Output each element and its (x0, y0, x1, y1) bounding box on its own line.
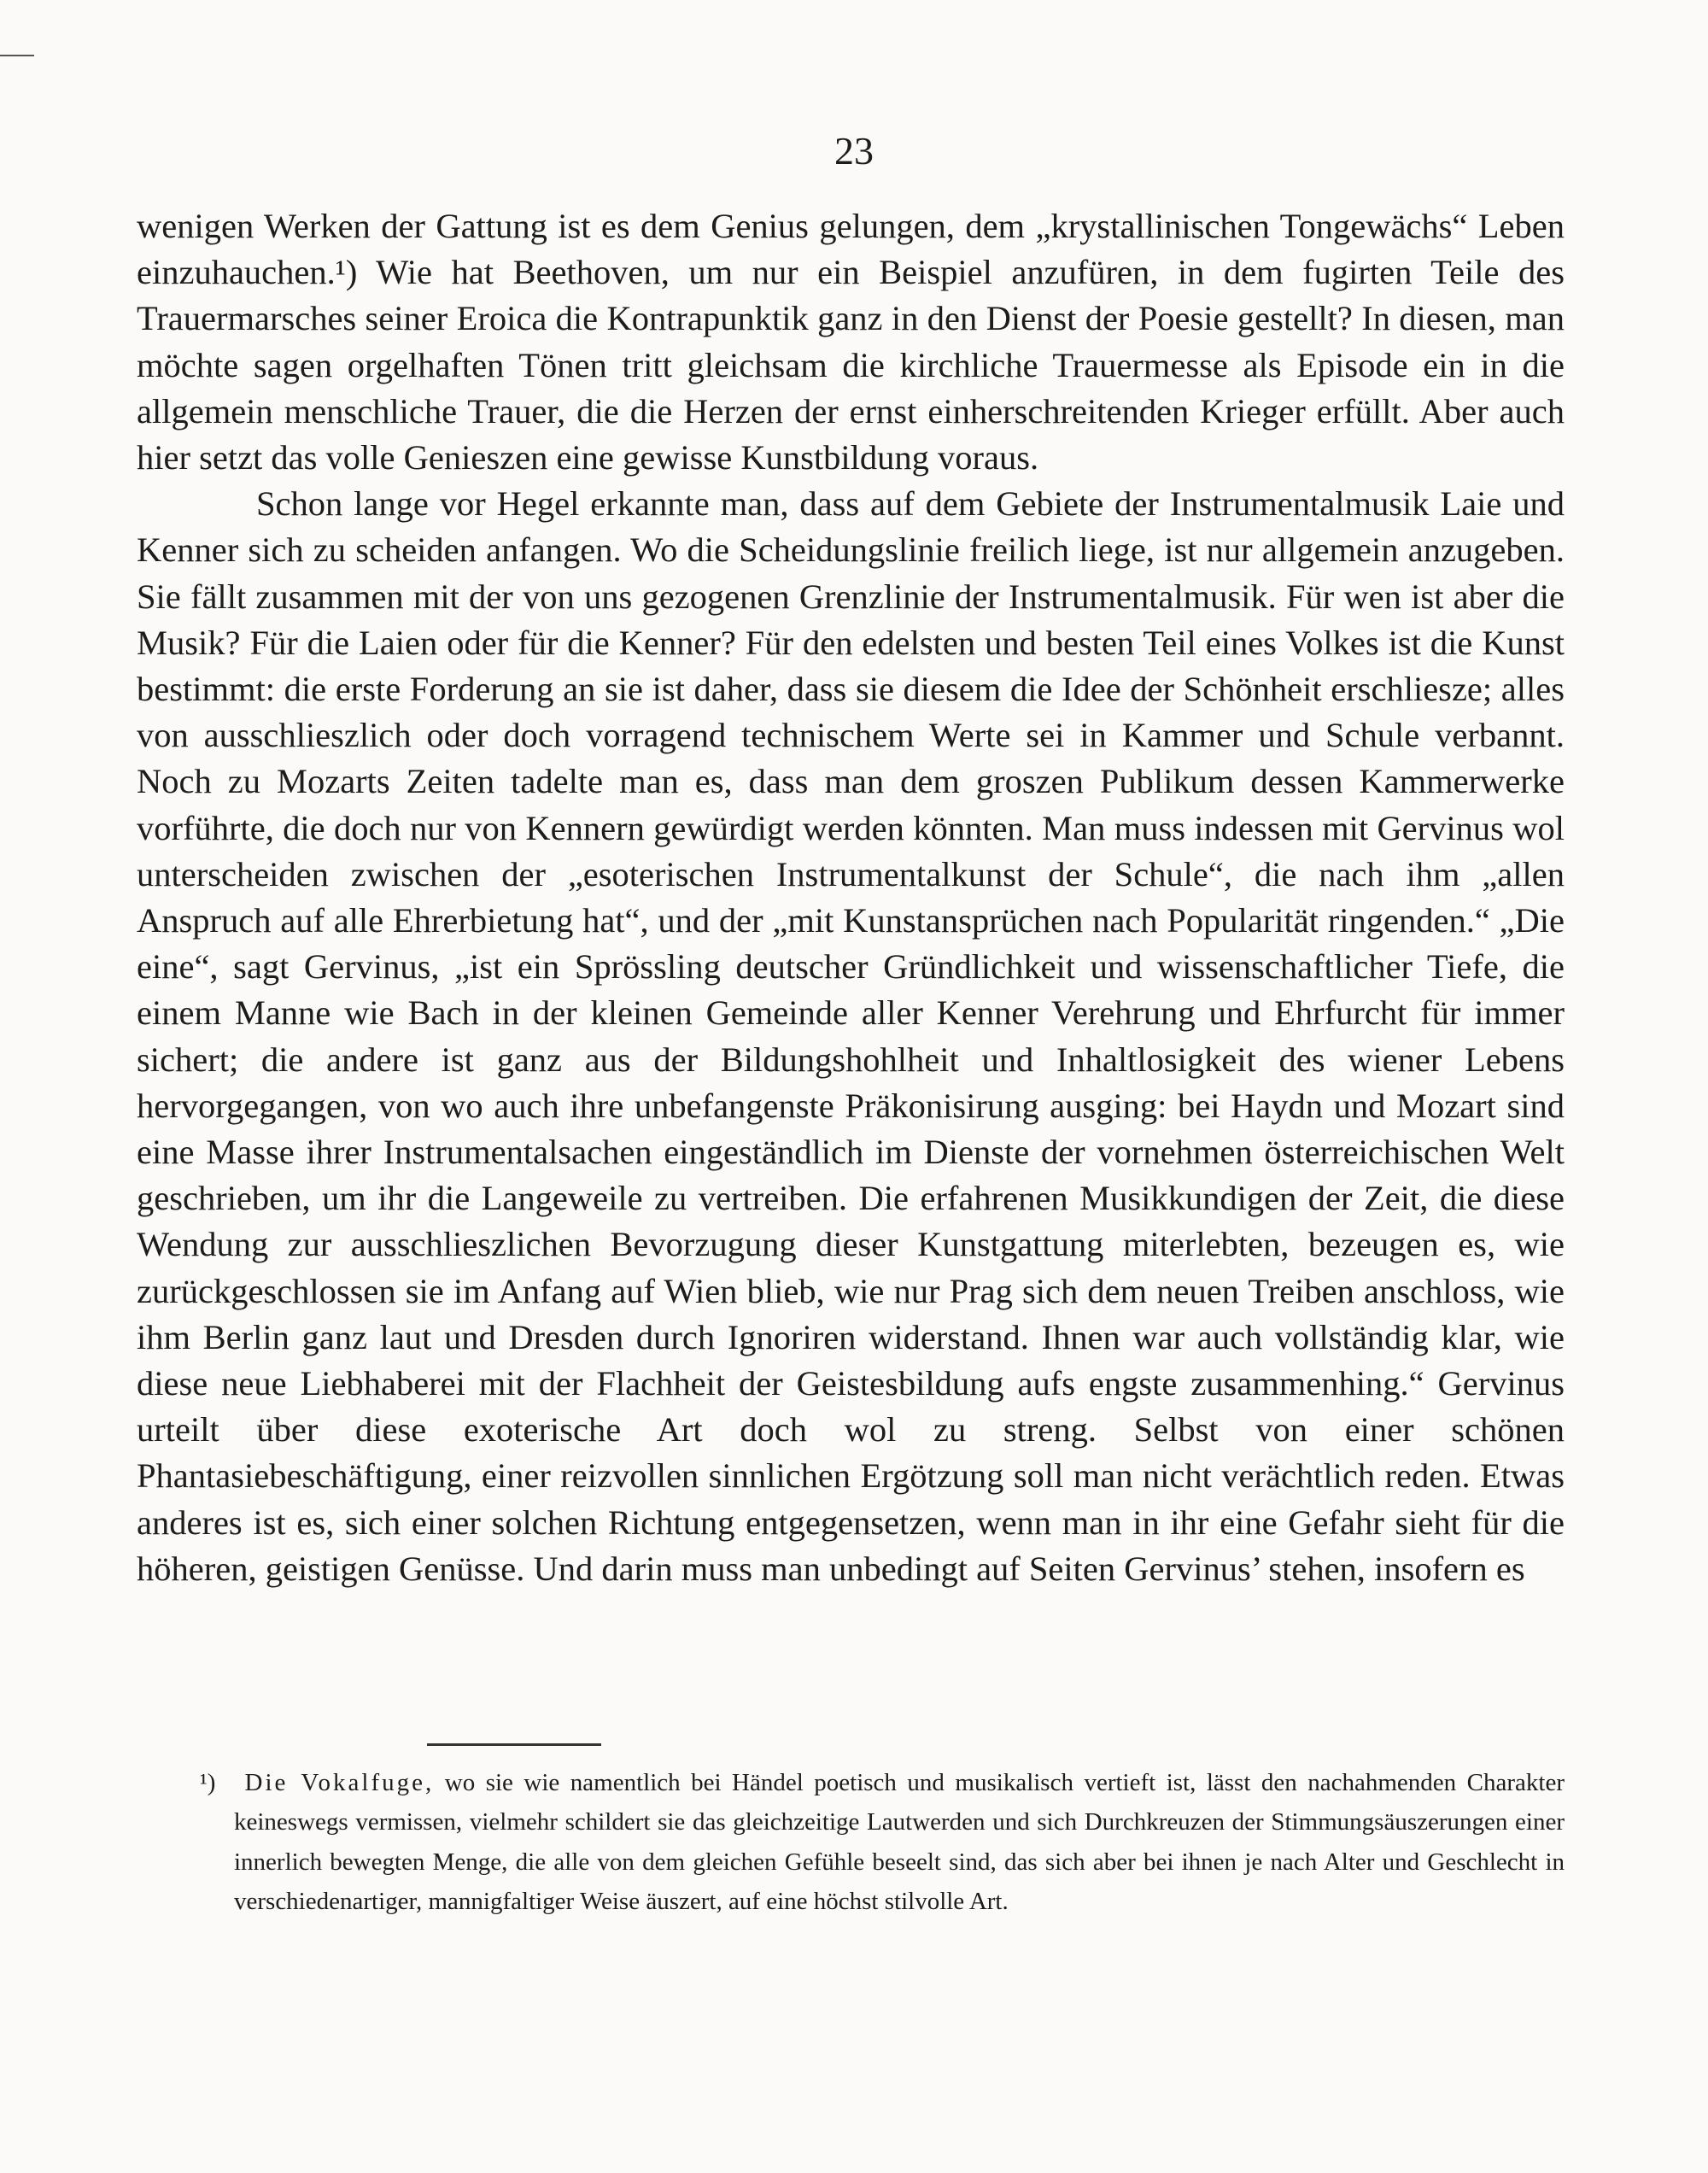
footnote-marker: ¹) (200, 1769, 216, 1796)
page-number: 23 (834, 129, 874, 173)
paragraph-1: wenigen Werken der Gattung ist es dem Genius gelungen, dem „krystallinischen Tongewächs“ Leben einzuhauchen.¹) Wie hat Beethoven, um nur ein Beispiel anzufüren, in dem fugirten Teile des Trauermarsches seiner Eroica die Kontrapunktik ganz in den Dienst der Poesie gestellt? In diesen, man möchte sagen orgelhaften Tönen tritt gleichsam die kirchliche Trauermesse als Episode ein in die allgemein menschliche Trauer, die die Herzen der ernst einherschreitenden Krieger erfüllt. Aber auch hier setzt das volle Genieszen eine gewisse Kunstbildung voraus. (137, 207, 1565, 477)
footnote-text: wo sie wie namentlich bei Händel poetisch und musikalisch vertieft ist, lässt den nachahmenden Charakter keineswegs vermissen, vielmehr schildert sie das gleichzeitige Lautwerden und sich Durchkreuzen der Stimmungsäuszerungen einer innerlich bewegten Menge, die alle von dem gleichen Gefühle beseelt sind, das sich aber bei ihnen je nach Alter und Geschlecht in verschiedenartiger, mannigfaltiger Weise äuszert, auf eine höchst stilvolle Art. (234, 1769, 1565, 1915)
footnote-keyword: Die Vokalfuge, (244, 1769, 435, 1796)
main-text (137, 203, 1565, 1592)
paragraph-2: Schon lange vor Hegel erkannte man, dass auf dem Gebiete der Instrumentalmusik Laie und Kenner sich zu scheiden anfangen. Wo die Scheidungslinie freilich liege, ist nur allgemein anzugeben. Sie fällt zusammen mit der von uns gezogenen Grenzlinie der Instrumentalmusik. Für wen ist aber die Musik? Für die Laien oder für die Kenner? Für den edelsten und besten Teil eines Volkes ist die Kunst bestimmt: die erste Forderung an sie ist daher, dass sie diesem die Idee der Schönheit erschliesze; alles von ausschlieszlich oder doch vorragend technischem Werte sei in Kammer und Schule verbannt. Noch zu Mozarts Zeiten tadelte man es, dass man dem groszen Publikum dessen Kammerwerke vorführte, die doch nur von Kennern gewürdigt werden könnten. Man muss indessen mit Gervinus wol unterscheiden zwischen der „esoterischen Instrumentalkunst der Schule“, die nach ihm „allen Anspruch auf alle Ehrerbietung hat“, und der „mit Kunstansprüchen nach Popularität ringenden.“ „Die eine“, sagt Gervinus, „ist ein Sprössling deutscher Gründlichkeit und wissenschaftlicher Tiefe, die einem Manne wie Bach in der kleinen Gemeinde aller Kenner Verehrung und Ehrfurcht für immer sichert; die andere ist ganz aus der Bildungshohlheit und Inhaltlosigkeit des wiener Lebens hervorgegangen, von wo auch ihre unbefangenste Präkonisirung ausging: bei Haydn und Mozart sind eine Masse ihrer Instrumentalsachen eingeständlich im Dienste der vornehmen österreichischen Welt geschrieben, um ihr die Langeweile zu vertreiben. Die erfahrenen Musikkundigen der Zeit, die diese Wendung zur ausschlieszlichen Bevorzugung dieser Kunstgattung miterlebten, bezeugen es, wie zurückgeschlossen sie im Anfang auf Wien blieb, wie nur Prag sich dem neuen Treiben anschloss, wie ihm Berlin ganz laut und Dresden durch Ignoriren widerstand. Ihnen war auch vollständig klar, wie diese neue Liebhaberei mit der Flachheit der Geistesbildung aufs engste zusammenhing.“ Gervinus urteilt über diese exoterische Art doch wol zu streng. Selbst von einer schönen Phantasiebeschäftigung, einer reizvollen sinnlichen Ergötzung soll man nicht verächtlich reden. Etwas anderes ist es, sich einer solchen Richtung entgegensetzen, wenn man in ihr eine Gefahr sieht für die höheren, geistigen Genüsse. Und darin muss man unbedingt auf Seiten Gervinus’ stehen, insofern es (137, 484, 1565, 1588)
footnote (200, 1763, 1565, 1921)
footnote-separator (427, 1743, 601, 1746)
scan-edge-mark (0, 55, 34, 56)
